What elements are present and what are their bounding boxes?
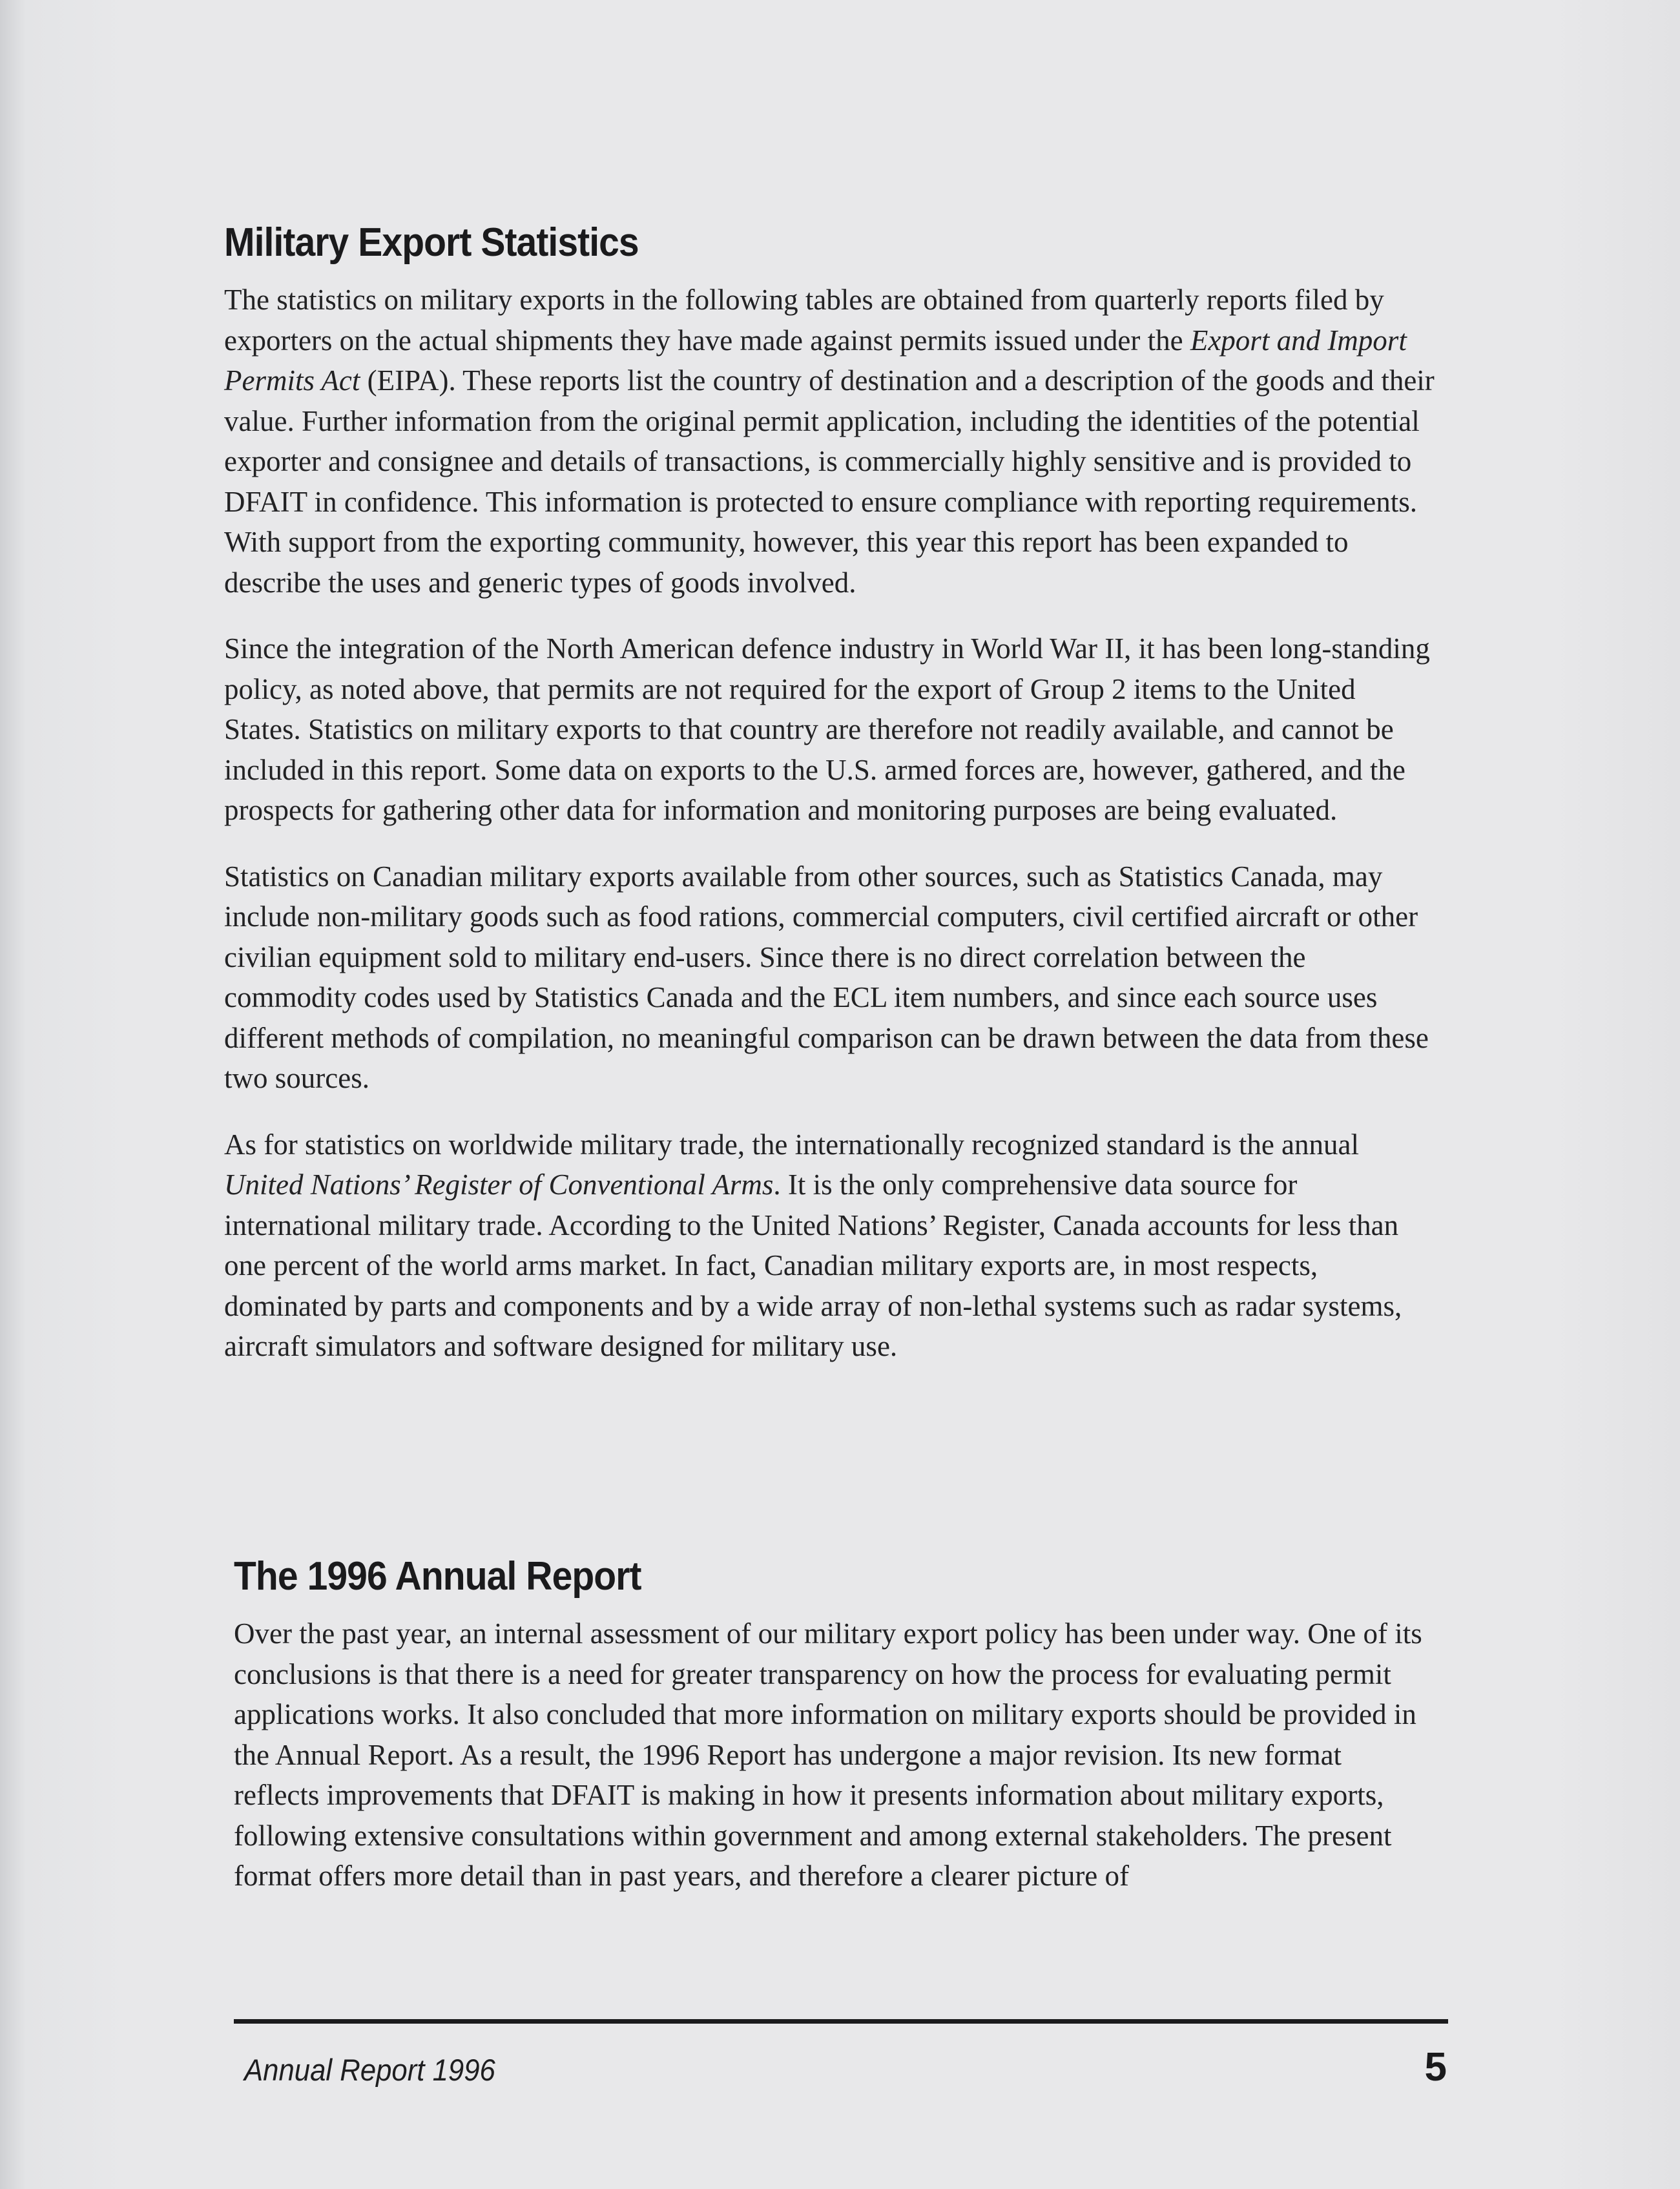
section-heading: The 1996 Annual Report	[234, 1554, 641, 1599]
paragraph: Over the past year, an internal assessment of our military export policy has been under way. One of its conclusions is that there is a need for greater transparency on how the process for evaluating permit applications works. It also concluded that more information on military exports should be provided in the Annual Report. As a result, the 1996 Report has undergone a major revision. Its new format reflects improvements that DFAIT is making in how it presents information about military exports, following extensive consultations within government and among external stakeholders. The present format offers more detail than in past years, and therefore a clearer picture of	[234, 1617, 1422, 1892]
paragraph: Statistics on Canadian military exports available from other sources, such as Statistics Canada, may include non-military goods such as food rations, commercial computers, civil certified aircraft or other civilian equipment sold to military end-users. Since there is no direct correlation between the commodity codes used by Statistics Canada and the ECL item numbers, and since each source uses different methods of compilation, no meaningful comparison can be drawn between the data from these two sources.	[224, 860, 1429, 1094]
section-military-export-statistics	[224, 220, 1438, 1393]
section-1996-annual-report	[234, 1553, 1429, 1922]
act-title: Export and Import Permits Act	[224, 324, 1407, 397]
paragraph: As for statistics on worldwide military trade, the internationally recognized standard is the annual United Nations’ Register of Conventional Arms. It is the only comprehensive data source for international military trade. According to the United Nations’ Register, Canada accounts for less than one percent of the world arms market. In fact, Canadian military exports are, in most respects, dominated by parts and components and by a wide array of non-lethal systems such as radar systems, aircraft simulators and software designed for military use.	[224, 1128, 1402, 1362]
register-title: United Nations’ Register of Conventional Arms	[224, 1168, 774, 1201]
footer-title: Annual Report 1996	[244, 2053, 495, 2087]
paragraph: The statistics on military exports in the following tables are obtained from quarterly reports filed by exporters on the actual shipments they have made against permits issued under the Export and Import Permits Act (EIPA). These reports list the country of destination and a description of the goods and their value. Further information from the original permit application, including the identities of the potential exporter and consignee and details of transactions, is commercially highly sensitive and is provided to DFAIT in confidence. This information is protected to ensure compliance with reporting requirements. With support from the exporting community, however, this year this report has been expanded to describe the uses and generic types of goods involved.	[224, 284, 1435, 599]
footer-divider	[234, 2019, 1448, 2024]
page-number: 5	[1424, 2045, 1447, 2090]
paragraph: Since the integration of the North American defence industry in World War II, it has been long-standing policy, as noted above, that permits are not required for the export of Group 2 items to the United States. Statistics on military exports to that country are therefore not readily available, and cannot be included in this report. Some data on exports to the U.S. armed forces are, however, gathered, and the prospects for gathering other data for information and monitoring purposes are being evaluated.	[224, 632, 1430, 826]
section-heading: Military Export Statistics	[224, 220, 639, 265]
